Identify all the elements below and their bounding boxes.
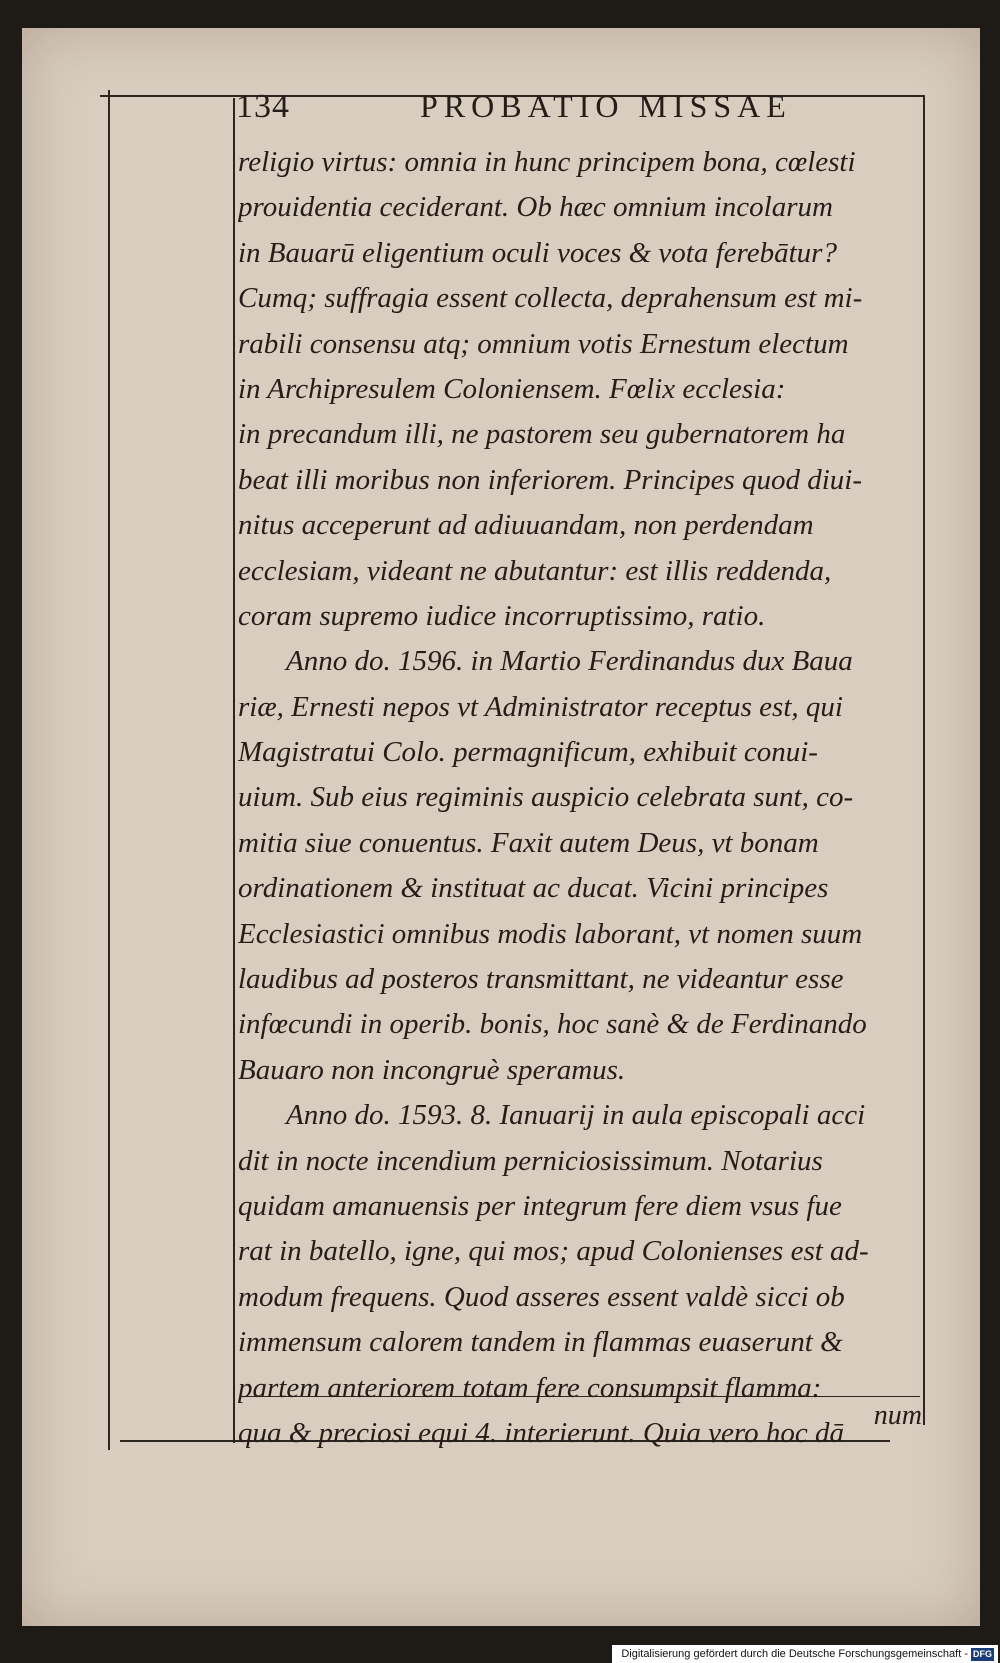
page-number: 134 <box>236 88 290 125</box>
text-line: in precandum illi, ne pastorem seu gubernatorem ha <box>238 418 846 451</box>
text-line: Ecclesiastici omnibus modis laborant, vt nomen suum <box>238 917 863 950</box>
text-line: prouidentia ceciderant. Ob hæc omnium incolarum <box>238 191 833 224</box>
text-line: in Archipresulem Coloniensem. Fœlix ecclesia: <box>238 372 786 405</box>
text-line: modum frequens. Quod asseres essent valdè sicci ob <box>238 1280 845 1313</box>
text-line: laudibus ad posteros transmittant, ne videantur esse <box>238 963 844 996</box>
digitization-credit <box>612 1645 998 1663</box>
text-line: qua & preciosi equi 4. interierunt. Quia vero hoc dā <box>238 1416 844 1449</box>
text-line: nitus acceperunt ad adiuuandam, non perdendam <box>238 509 814 542</box>
text-line: Cumq; suffragia essent collecta, deprahensum est mi- <box>238 282 863 315</box>
text-line: Anno do. 1593. 8. Ianuarij in aula episcopali acci <box>286 1099 866 1132</box>
text-line: beat illi moribus non inferiorem. Principes quod diui- <box>238 463 862 496</box>
text-line: in Bauarū eligentium oculi voces & vota ferebātur? <box>238 236 837 269</box>
text-line: ordinationem & instituat ac ducat. Vicini principes <box>238 872 829 905</box>
text-line: rabili consensu atq; omnium votis Ernestum electum <box>238 327 849 360</box>
text-line: dit in nocte incendium perniciosissimum. Notarius <box>238 1144 823 1177</box>
text-line: rat in batello, igne, qui mos; apud Colonienses est ad- <box>238 1235 869 1268</box>
text-line: infœcundi in operib. bonis, hoc sanè & de Ferdinando <box>238 1008 867 1041</box>
page-header <box>236 88 926 134</box>
frame-rule-right <box>923 95 925 1425</box>
text-line: riæ, Ernesti nepos vt Administrator receptus est, qui <box>238 690 843 723</box>
frame-rule-left <box>108 90 110 1450</box>
text-line: ecclesiam, videant ne abutantur: est illis reddenda, <box>238 554 832 587</box>
catchword: num <box>873 1400 922 1431</box>
text-line: Anno do. 1596. in Martio Ferdinandus dux Baua <box>286 645 853 678</box>
text-line: coram supremo iudice incorruptissimo, ratio. <box>238 599 766 632</box>
text-line: partem anteriorem totam fere consumpsit flamma: <box>238 1371 822 1404</box>
text-line: quidam amanuensis per integrum fere diem vsus fue <box>238 1189 842 1222</box>
text-line: Bauaro non incongruè speramus. <box>238 1053 626 1086</box>
body-text <box>238 140 923 1456</box>
credit-text: Digitalisierung gefördert durch die Deutsche Forschungsgemeinschaft - <box>621 1648 968 1660</box>
text-line: mitia siue conuentus. Faxit autem Deus, vt bonam <box>238 826 819 859</box>
dfg-logo: DFG <box>973 1648 992 1659</box>
text-line: Magistratui Colo. permagnificum, exhibuit conui- <box>238 736 818 769</box>
text-line: uium. Sub eius regiminis auspicio celebrata sunt, co- <box>238 781 854 814</box>
running-head: PROBATIO MISSAE <box>420 88 792 124</box>
frame-rule-inner <box>233 98 235 1443</box>
text-line: religio virtus: omnia in hunc principem bona, cœlesti <box>238 146 856 178</box>
text-line: immensum calorem tandem in flammas euaserunt & <box>238 1326 843 1359</box>
